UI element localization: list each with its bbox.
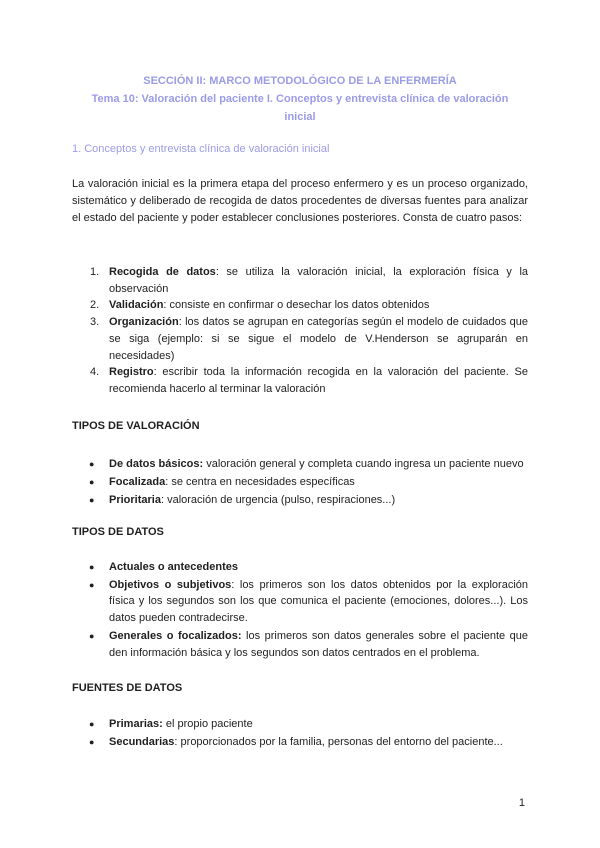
item-text: : los datos se agrupan en categorías según el modelo de cuidados que se siga (ejemplo: si se sigue el modelo de V.Henderson se agruparán en necesidades) xyxy=(109,316,528,362)
item-term: Objetivos o subjetivos xyxy=(109,578,232,591)
item-term: Primarias: xyxy=(109,718,163,730)
tipos-valoracion-title: TIPOS DE VALORACIÓN xyxy=(72,420,200,432)
list-item xyxy=(72,456,528,473)
bullet-icon: ● xyxy=(89,459,95,469)
item-text: : se utiliza la valoración inicial, la exploración física y la observación xyxy=(109,266,529,295)
list-item xyxy=(72,474,528,491)
bullet-icon: ● xyxy=(89,719,95,729)
section-title: SECCIÓN II: MARCO METODOLÓGICO DE LA ENFERMERÍA xyxy=(143,75,457,87)
item-text: valoración general y completa cuando ingresa un paciente nuevo xyxy=(203,458,524,470)
document-header xyxy=(72,72,528,126)
list-item xyxy=(72,492,528,509)
item-term: Secundarias xyxy=(109,735,175,748)
item-number: 4. xyxy=(90,366,100,379)
item-number: 3. xyxy=(90,316,100,329)
item-number: 2. xyxy=(90,299,100,312)
list-item xyxy=(72,364,528,397)
item-term: Prioritaria xyxy=(109,493,161,506)
topic-title-line2: inicial xyxy=(284,111,316,123)
item-term: Validación xyxy=(109,299,164,312)
item-text: : se centra en necesidades específicas xyxy=(165,475,355,488)
item-text: los primeros son datos generales sobre el paciente que den información básica y los segundos son datos centrados en el problema. xyxy=(109,629,528,659)
list-item xyxy=(72,264,528,297)
item-term: Generales o focalizados: xyxy=(109,629,242,642)
list-item xyxy=(72,734,528,751)
list-item xyxy=(72,314,528,364)
fuentes-datos-list xyxy=(72,716,528,752)
item-term: Registro xyxy=(109,366,154,379)
bullet-icon: ● xyxy=(89,476,95,487)
item-term: Recogida de datos xyxy=(109,266,216,278)
steps-list xyxy=(72,264,528,398)
bullet-icon: ● xyxy=(89,579,95,590)
topic-title-line1: Tema 10: Valoración del paciente I. Conceptos y entrevista clínica de valoración xyxy=(91,93,509,105)
tipos-datos-title: TIPOS DE DATOS xyxy=(72,526,164,538)
item-number: 1. xyxy=(90,266,100,278)
item-term: De datos básicos: xyxy=(109,458,204,470)
list-item xyxy=(72,577,528,627)
bullet-icon: ● xyxy=(89,630,95,641)
item-text: : escribir toda la información recogida en la valoración del paciente. Se recomienda hacerlo al terminar la valoración xyxy=(109,366,528,396)
bullet-icon: ● xyxy=(89,736,95,747)
item-term: Focalizada xyxy=(109,475,166,488)
tipos-valoracion-list xyxy=(72,456,528,510)
item-term: Organización xyxy=(109,316,179,329)
item-text: : los primeros son los datos obtenidos por la exploración física y los segundos son los que comunica el paciente (emociones, dolores...). Los datos pueden contradecirse. xyxy=(109,578,529,625)
section-heading: 1. Conceptos y entrevista clínica de valoración inicial xyxy=(72,143,330,155)
item-text: : proporcionados por la familia, personas del entorno del paciente... xyxy=(174,735,503,748)
page-number: 1 xyxy=(518,797,525,809)
list-item xyxy=(72,628,528,661)
list-item xyxy=(72,716,528,733)
fuentes-datos-title: FUENTES DE DATOS xyxy=(72,682,183,694)
bullet-icon: ● xyxy=(89,562,95,572)
item-text: : consiste en confirmar o desechar los datos obtenidos xyxy=(163,299,430,312)
item-text: : valoración de urgencia (pulso, respiraciones...) xyxy=(160,493,396,506)
list-item xyxy=(72,297,528,314)
tipos-datos-list xyxy=(72,559,528,662)
item-term: Actuales o antecedentes xyxy=(109,561,238,573)
intro-paragraph: La valoración inicial es la primera etapa del proceso enfermero y es un proceso organizado, sistemático y deliberado de recogida de datos procedentes de diversas fuentes para analizar el estado del paciente y poder establecer conclusiones posteriores. Consta de cuatro pasos: xyxy=(72,178,528,225)
bullet-icon: ● xyxy=(89,494,95,505)
list-item xyxy=(72,559,528,576)
item-text: el propio paciente xyxy=(162,718,253,730)
